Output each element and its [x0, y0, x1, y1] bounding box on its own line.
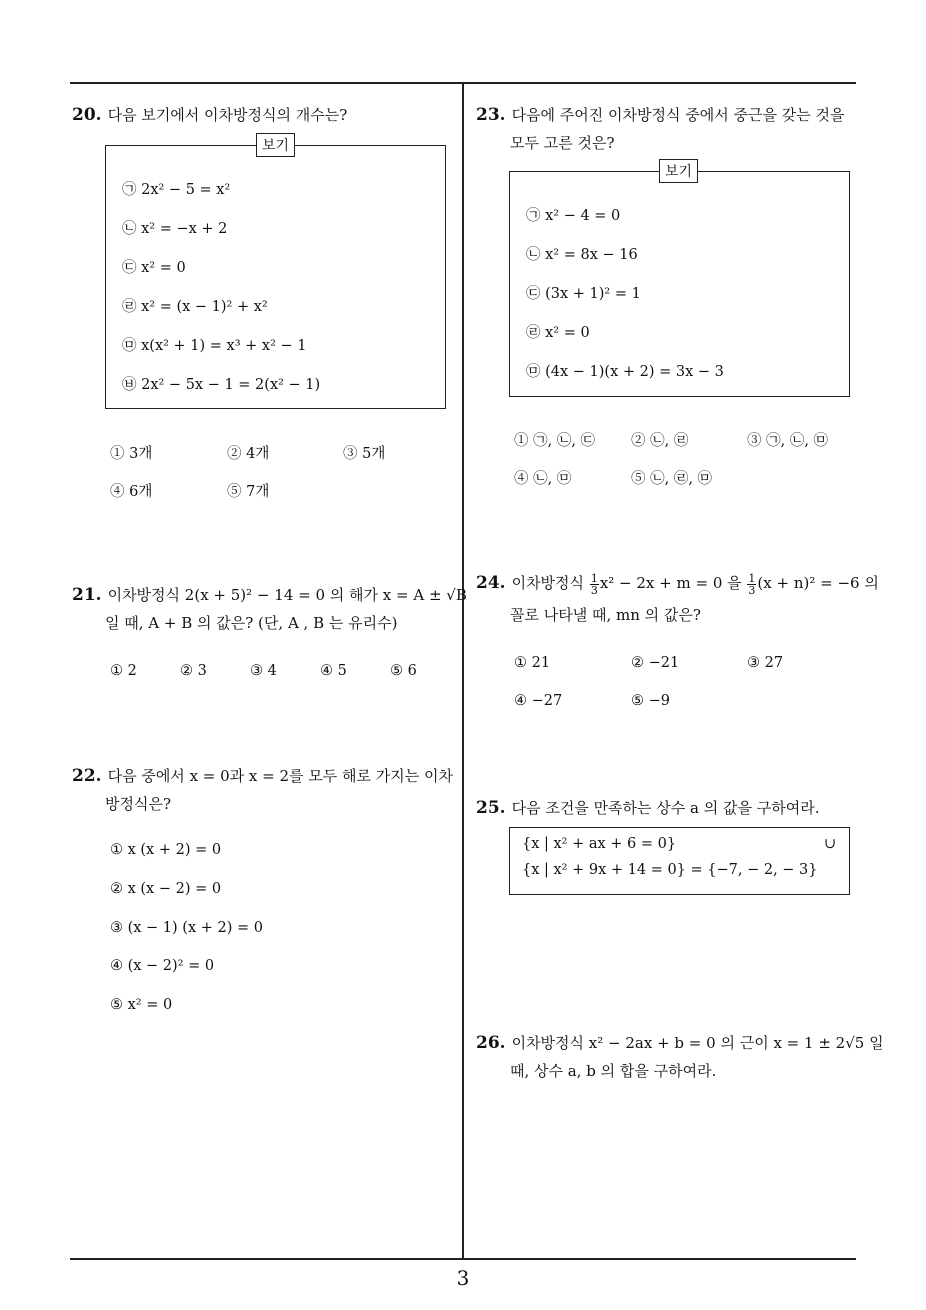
q23-option[interactable]: ② ㉡, ㉣ [631, 433, 689, 449]
q23-item: ㉡ x² = 8x − 16 [526, 247, 638, 263]
one-third-fraction: $\frac{1}{3}$ [748, 571, 756, 597]
q21-option[interactable]: ③ 4 [250, 663, 277, 679]
one-third-fraction: $\frac{1}{3}$ [590, 571, 598, 597]
q24-seg3: (x + n)² = −6 의 [757, 574, 879, 592]
q25-number: 25. [476, 798, 506, 818]
q22-option[interactable]: ③ (x − 1) (x + 2) = 0 [110, 920, 263, 936]
q23-item: ㉣ x² = 0 [526, 325, 590, 341]
q24-seg1: 이차방정식 [511, 574, 585, 592]
q22-option[interactable]: ⑤ x² = 0 [110, 997, 173, 1013]
q23-option[interactable]: ④ ㉡, ㉤ [514, 471, 572, 487]
q20-box-label: 보기 [256, 133, 295, 157]
q23-question-line1 [476, 104, 844, 125]
q24-option[interactable]: ⑤ −9 [631, 693, 670, 709]
q21-text-line1: 이차방정식 2(x + 5)² − 14 = 0 의 해가 x = A ± √B [107, 586, 467, 604]
q21-option[interactable]: ⑤ 6 [390, 663, 417, 679]
q20-option[interactable]: ① 3개 [110, 446, 153, 462]
q20-option[interactable]: ② 4개 [227, 446, 270, 462]
q23-box-label: 보기 [659, 159, 698, 183]
q25-text: 다음 조건을 만족하는 상수 a 의 값을 구하여라. [511, 799, 820, 817]
q23-item: ㉠ x² − 4 = 0 [526, 208, 621, 224]
q22-option[interactable]: ② x (x − 2) = 0 [110, 881, 222, 897]
q25-union-symbol: ∪ [824, 836, 837, 852]
q23-text-line1: 다음에 주어진 이차방정식 중에서 중근을 갖는 것을 [511, 106, 845, 124]
q20-text: 다음 보기에서 이차방정식의 개수는? [107, 106, 348, 124]
q22-option[interactable]: ① x (x + 2) = 0 [110, 842, 222, 858]
q24-option[interactable]: ③ 27 [747, 655, 784, 671]
q23-option[interactable]: ⑤ ㉡, ㉣, ㉤ [631, 471, 713, 487]
q21-option[interactable]: ① 2 [110, 663, 137, 679]
q20-item: ㉤ x(x² + 1) = x³ + x² − 1 [122, 338, 307, 354]
q24-option[interactable]: ① 21 [514, 655, 551, 671]
q23-item: ㉤ (4x − 1)(x + 2) = 3x − 3 [526, 364, 724, 380]
q26-text-line1: 이차방정식 x² − 2ax + b = 0 의 근이 x = 1 ± 2√5 일 [511, 1034, 884, 1052]
q23-text-line2: 모두 고른 것은? [510, 134, 615, 152]
q20-option[interactable]: ⑤ 7개 [227, 484, 270, 500]
q23-item: ㉢ (3x + 1)² = 1 [526, 286, 641, 302]
q21-option[interactable]: ② 3 [180, 663, 207, 679]
q24-option[interactable]: ② −21 [631, 655, 680, 671]
q20-option[interactable]: ③ 5개 [343, 446, 386, 462]
q20-item: ㉡ x² = −x + 2 [122, 221, 228, 237]
q22-text-line2: 방정식은? [105, 795, 172, 813]
q26-number: 26. [476, 1033, 506, 1053]
q22-number: 22. [72, 766, 102, 786]
q21-text-line2: 일 때, A + B 의 값은? (단, A , B 는 유리수) [105, 614, 398, 632]
q23-option[interactable]: ① ㉠, ㉡, ㉢ [514, 433, 596, 449]
q20-item: ㉣ x² = (x − 1)² + x² [122, 299, 268, 315]
q20-number: 20. [72, 105, 102, 125]
q21-option[interactable]: ④ 5 [320, 663, 347, 679]
q20-item: ㉠ 2x² − 5 = x² [122, 182, 231, 198]
q24-text-line2: 꼴로 나타낼 때, mn 의 값은? [510, 606, 701, 624]
q23-number: 23. [476, 105, 506, 125]
q25-question [476, 797, 820, 818]
page-number: 3 [456, 1266, 470, 1290]
q21-question-line1 [72, 584, 467, 605]
q24-option[interactable]: ④ −27 [514, 693, 563, 709]
bottom-rule [70, 1258, 856, 1260]
q24-question-line1 [476, 572, 879, 596]
q21-number: 21. [72, 585, 102, 605]
q26-text-line2: 때, 상수 a, b 의 합을 구하여라. [510, 1062, 717, 1080]
q20-item: ㉥ 2x² − 5x − 1 = 2(x² − 1) [122, 377, 321, 393]
q24-number: 24. [476, 573, 506, 593]
q24-seg2: x² − 2x + m = 0 을 [599, 574, 742, 592]
q20-option[interactable]: ④ 6개 [110, 484, 153, 500]
q22-text-line1: 다음 중에서 x = 0과 x = 2를 모두 해로 가지는 이차 [107, 767, 454, 785]
q25-set-line2: {x | x² + 9x + 14 = 0} = {−7, − 2, − 3} [522, 862, 818, 878]
q22-option[interactable]: ④ (x − 2)² = 0 [110, 958, 215, 974]
q25-set-line1: {x | x² + ax + 6 = 0} [522, 836, 677, 852]
q26-question-line1 [476, 1032, 884, 1053]
q20-question [72, 104, 347, 125]
q23-option[interactable]: ③ ㉠, ㉡, ㉤ [747, 433, 829, 449]
column-divider [462, 82, 464, 1260]
q20-item: ㉢ x² = 0 [122, 260, 186, 276]
q22-question-line1 [72, 765, 453, 786]
